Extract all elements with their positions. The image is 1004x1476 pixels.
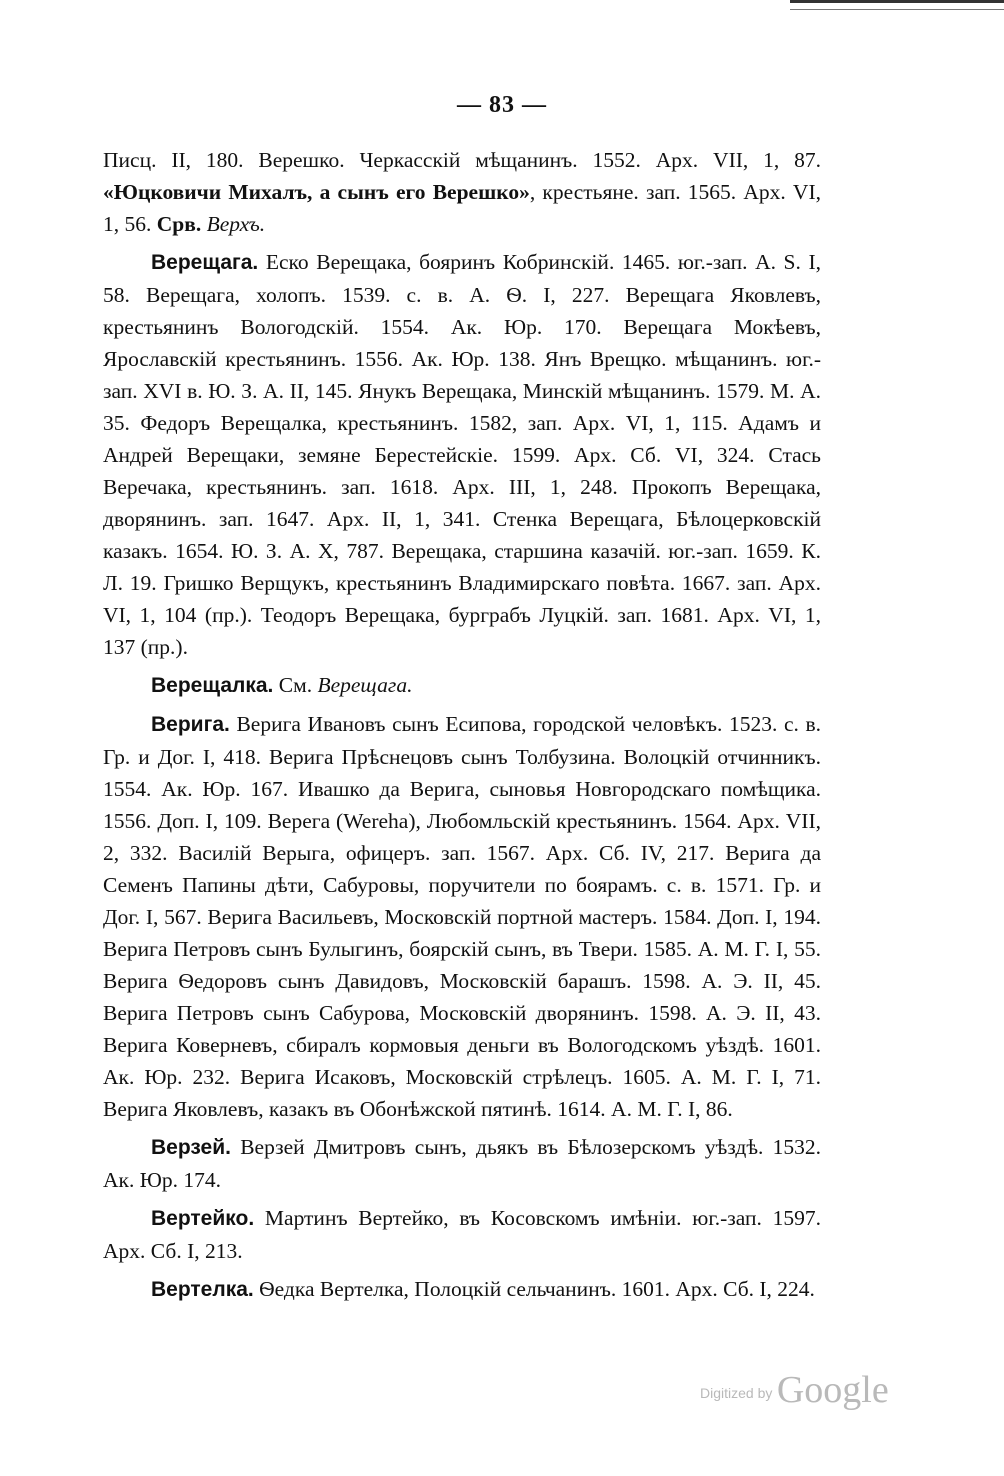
watermark-brand: Google xyxy=(776,1369,889,1411)
entry-paragraph xyxy=(103,1131,821,1196)
cross-reference: Верещага. xyxy=(317,673,413,697)
entry-text: Еско Верещака, бояринъ Кобринскій. 1465. юг.-зап. А. S. I, 58. Верещага, холопъ. 1539. с. в. А. Ѳ. I, 227. Верещага Яковлевъ, крестьянинъ Вологодскій. 1554. Ак. Юр. 170. Верещага Мокѣевъ, Ярославскій крестьянинъ. 1556. Ак. Юр. 138. Янъ Врещко. мѣщанинъ. юг.-зап. XVI в. Ю. З. А. II, 145. Янукъ Верещака, Минскій мѣщанинъ. 1579. М. А. 35. Федоръ Верещалка, крестьянинъ. 1582, зап. Арх. VI, 1, 115. Адамъ и Андрей Верещаки, земяне Берестейскіе. 1599. Арх. Сб. VI, 324. Стась Веречака, крестьянинъ. зап. 1618. Арх. III, 1, 248. Прокопъ Верещака, дворянинъ. зап. 1647. Арх. II, 1, 341. Стенка Верещага, Бѣлоцерковскій казакъ. 1654. Ю. З. А. X, 787. Верещака, старшина казачій. юг.-зап. 1659. К. Л. 19. Гришко Верщукъ, крестьянинъ Владимирскаго повѣта. 1667. зап. Арх. VI, 1, 104 (пр.). Теодоръ Верещака, бурграбъ Луцкій. зап. 1681. Арх. VI, 1, 137 (пр.). xyxy=(103,250,821,659)
watermark-prefix: Digitized by xyxy=(700,1385,773,1401)
entry-text: Мартинъ Вертейко, въ Косовскомъ имѣніи. юг.-зап. 1597. Арх. Сб. I, 213. xyxy=(103,1206,821,1263)
cross-reference: Верхъ. xyxy=(206,212,266,236)
entry-text: Писц. II, 180. Верешко. Черкасскій мѣщанинъ. 1552. Арх. VII, 1, 87. xyxy=(103,148,821,172)
entry-text: Верзей Дмитровъ сынъ, дьякъ въ Бѣлозерскомъ уѣздѣ. 1532. Ак. Юр. 174. xyxy=(103,1135,821,1192)
entry-headword: Вертейко. xyxy=(151,1207,255,1230)
entry-paragraph xyxy=(103,1273,821,1306)
entry-text: , крестьяне. зап. 1565. Арх. VI, 1, 56. xyxy=(103,180,821,236)
entry-paragraph xyxy=(103,1202,821,1267)
entry-paragraph xyxy=(103,708,821,1125)
entry-headword: Верещалка. xyxy=(151,674,274,697)
entry-text: Ѳедка Вертелка, Полоцкій сельчанинъ. 1601. Арх. Сб. I, 224. xyxy=(253,1277,815,1301)
entry-text: «Юцковичи Михалъ, а сынъ его Верешко» xyxy=(103,180,530,204)
entry-headword: Вертелка. xyxy=(151,1278,254,1301)
entry-paragraph xyxy=(103,144,821,240)
body-text xyxy=(103,144,821,1312)
page-number: — 83 — xyxy=(457,92,547,118)
entry-paragraph xyxy=(103,246,821,663)
entry-headword: Верещага. xyxy=(151,251,259,274)
top-edge-rule xyxy=(790,0,1004,10)
entry-headword: Верига. xyxy=(151,713,230,736)
entry-text: Срв. xyxy=(156,212,202,236)
entry-headword: Верзей. xyxy=(151,1136,231,1159)
entry-text: См. xyxy=(273,673,318,697)
entry-paragraph xyxy=(103,669,821,702)
entry-text: Верига Ивановъ сынъ Есипова, городской человѣкъ. 1523. с. в. Гр. и Дог. I, 418. Верига Прѣснецовъ сынъ Толбузина. Волоцкій отчинникъ. 1554. Ак. Юр. 167. Ивашко да Верига, сыновья Новгородскаго помѣщика. 1556. Доп. I, 109. Верега (Wereha), Любомльскій крестьянинъ. 1564. Арх. VII, 2, 332. Василій Верыга, офицеръ. зап. 1567. Арх. Сб. IV, 217. Верига да Семенъ Папины дѣти, Сабуровы, поручители по боярамъ. с. в. 1571. Гр. и Дог. I, 567. Верига Васильевъ, Московскій портной мастеръ. 1584. Доп. I, 194. Верига Петровъ сынъ Булыгинъ, боярскій сынъ, въ Твери. 1585. А. М. Г. I, 55. Верига Ѳедоровъ сынъ Давидовъ, Московскій барашъ. 1598. А. Э. II, 45. Верига Петровъ сынъ Сабурова, Московскій дворянинъ. 1598. А. Э. II, 43. Верига Коверневъ, сбиралъ кормовыя деньги въ Вологодскомъ уѣздѣ. 1601. Ак. Юр. 232. Верига Исаковъ, Московскій стрѣлецъ. 1605. А. М. Г. I, 71. Верига Яковлевъ, казакъ въ Обонѣжской пятинѣ. 1614. А. М. Г. I, 86. xyxy=(103,712,821,1121)
digitized-by-google-watermark xyxy=(700,1368,920,1412)
